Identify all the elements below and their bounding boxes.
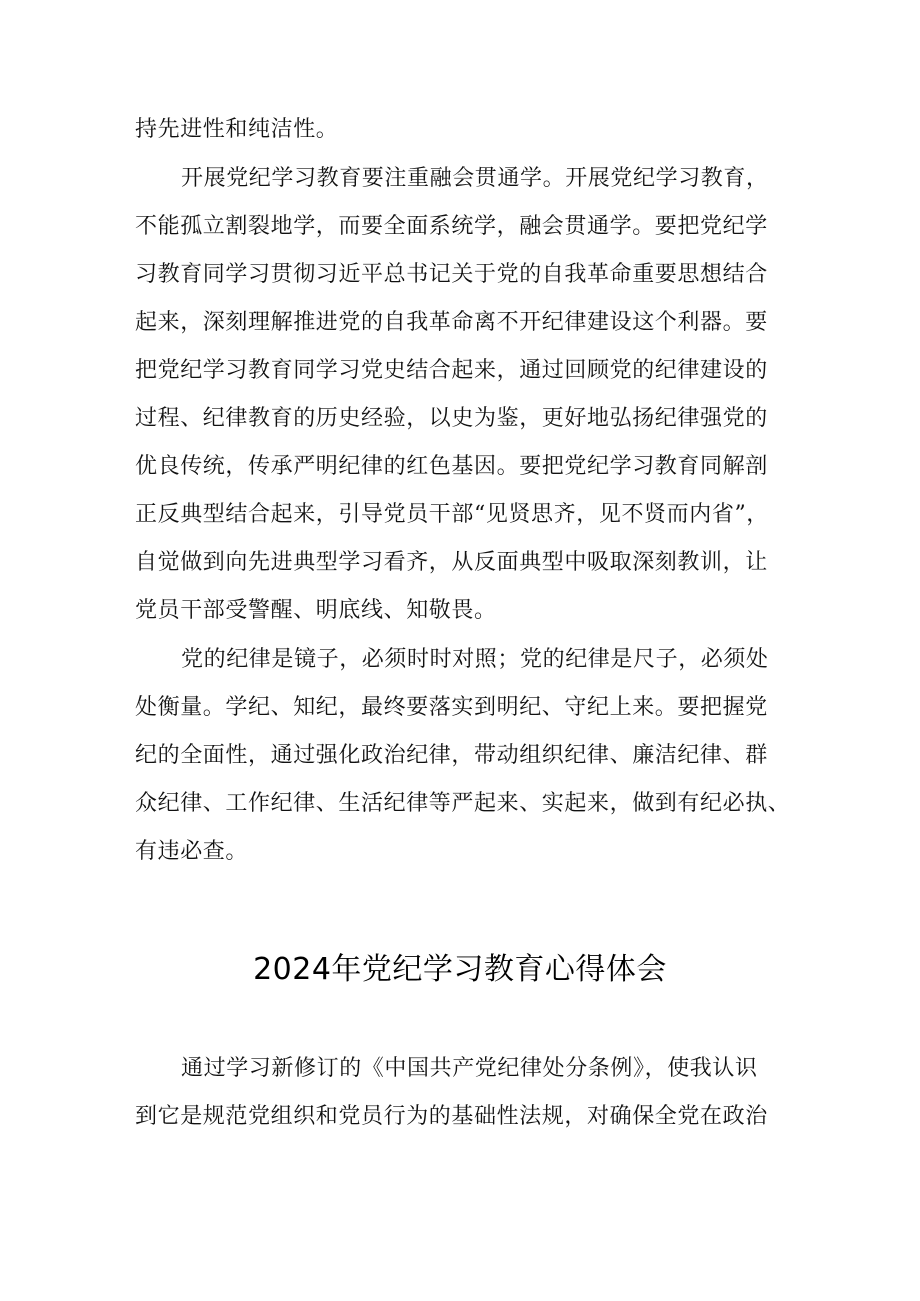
paragraph-line: 纪的全面性，通过强化政治纪律，带动组织纪律、廉洁纪律、群 bbox=[135, 743, 768, 768]
paragraph-line: 众纪律、工作纪律、生活纪律等严起来、实起来，做到有纪必执、 bbox=[135, 791, 791, 816]
paragraph-line: 过程、纪律教育的历史经验，以史为鉴，更好地弘扬纪律强党的 bbox=[135, 406, 768, 431]
paragraph-line: 党的纪律是镜子，必须时时对照；党的纪律是尺子，必须处 bbox=[181, 647, 769, 672]
paragraph-line: 处衡量。学纪、知纪，最终要落实到明纪、守纪上来。要把握党 bbox=[135, 695, 768, 720]
paragraph-line: 起来，深刻理解推进党的自我革命离不开纪律建设这个利器。要 bbox=[135, 310, 768, 335]
paragraph-line: 不能孤立割裂地学，而要全面系统学，融会贯通学。要把党纪学 bbox=[135, 214, 768, 239]
paragraph-line: 到它是规范党组织和党员行为的基础性法规，对确保全党在政治 bbox=[135, 1104, 768, 1129]
paragraph-line: 有违必查。 bbox=[135, 839, 249, 864]
paragraph-line: 通过学习新修订的《中国共产党纪律处分条例》，使我认识 bbox=[181, 1056, 758, 1081]
paragraph-line: 党员干部受警醒、明底线、知敬畏。 bbox=[135, 598, 497, 623]
paragraph-line: 持先进性和纯洁性。 bbox=[135, 117, 339, 142]
paragraph-line: 正反典型结合起来，引导党员干部“见贤思齐，见不贤而内省”， bbox=[135, 502, 769, 527]
paragraph-line: 自觉做到向先进典型学习看齐，从反面典型中吸取深刻教训，让 bbox=[135, 550, 768, 575]
paragraph-line: 优良传统，传承严明纪律的红色基因。要把党纪学习教育同解剖 bbox=[135, 454, 768, 479]
paragraph-line: 习教育同学习贯彻习近平总书记关于党的自我革命重要思想结合 bbox=[135, 262, 768, 287]
paragraph-line: 把党纪学习教育同学习党史结合起来，通过回顾党的纪律建设的 bbox=[135, 358, 768, 383]
paragraph-line: 开展党纪学习教育要注重融会贯通学。开展党纪学习教育， bbox=[181, 166, 769, 191]
document-title: 2024年党纪学习教育心得体会 bbox=[253, 952, 667, 987]
